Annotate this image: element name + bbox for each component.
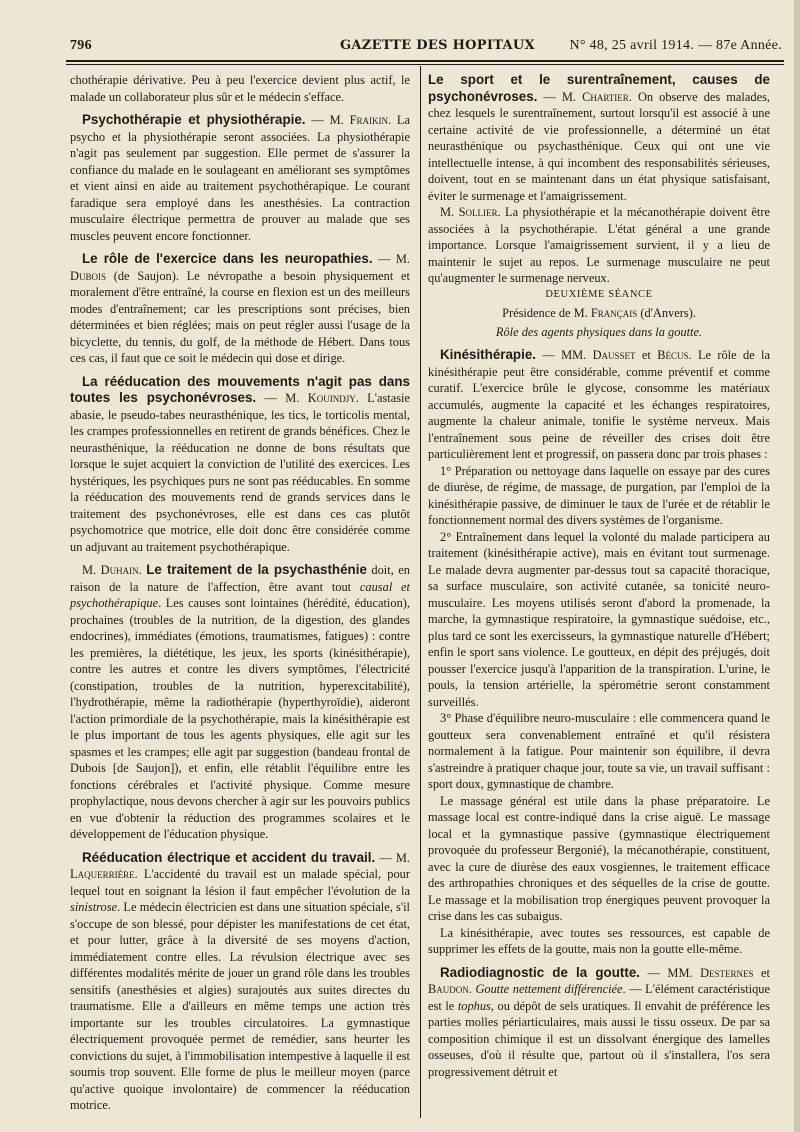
author-name: Desternes	[700, 965, 754, 980]
section-reeducation-mouvements: La rééducation des mouvements n'agit pas dans toutes les psychonévroses. — M. Kouindjy. L'astasie abasie, le pseudo-tabes neurasthénique, les tics, le torticolis mental, les crampes professionnelles en retirent de grands bénéfices. Chez le neurasthénique, la rééducation ne donne de bons résultats que lorsque le sujet acquiert la conviction de l'utilité des exercices. Les hystériques, les psychiques purs ne sont pas rééducables. En somme la rééducation des mouvements rend de grands services dans le traitement des psychonévroses, elle est dans ces cas plutôt psychomotrice que motrice, elle doit donc être considérée comme un adjuvant au traitement psychothérapique.	[70, 373, 410, 554]
section-radiodiagnostic: Radiodiagnostic de la goutte. — MM. Desternes et Baudon. Goutte nettement différenciée. — L'élément caractéristique est le tophus, ou dépôt de sels uratiques. Il envahit de préférence les parties molles périarticulaires, mais aussi le tissu osseux. De par sa composition chimique il est un dissolvant énergique des lamelles osseuses, d'où il résulte que, partout où il s'installera, l'os sera progressivement détruit et	[428, 964, 770, 1079]
phase-3: 3° Phase d'équilibre neuro-musculaire : elle commencera quand le goutteux sera convenablement entraîné et qu'il résistera normalement à la fatigue. Pour maintenir son équilibre, il devra s'astreindre à pratiquer chaque jour, toute sa vie, un travail suffisant : sport doux, gymnastique de chambre.	[428, 711, 770, 791]
presidence-line: Présidence de M. Français (d'Anvers).	[502, 306, 696, 320]
section-psychasthenie: M. Duhain. Le traitement de la psychasthénie doit, en raison de la nature de l'affection, être avant tout causal et psychothérapique. Les causes sont lointaines (hérédité, éducation), prochaines (troubles de la nutrition, de la digestion, des glandes endocrines), immédiates (émotions, traumatismes, fatigues) : contre les premières, la diététique, les jeux, les sports (kinésithérapie), contre les autres et contre les divers symptômes, l'électricité (constipation, troubles de la nutrition, hyperexcitabilité), l'hydrothérapie, même la radiothérapie (hyperthyroïdie), aideront l'action primordiale de la psychothérapie, mais la kinésithérapie est le plus important de tous les agents physiques, elle agit sur les spasmes et les crampes; elle agit par suggestion (bandeau frontal de Dubois [de Saujon]), et enfin, elle rétablit l'équilibre entre les fonctions cérébrales et l'activité physique. Comme mesure prophylactique, nous devons chercher à agir sur les pouvoirs publics en vue d'obtenir la réduction des programmes scolaires et le développement de l'éducation physique.	[70, 562, 411, 841]
author-name: Baudon	[428, 982, 469, 996]
running-header	[70, 38, 782, 60]
page-number: 796	[70, 38, 92, 53]
section-title: Le rôle de l'exercice dans les neuropathies.	[82, 251, 373, 266]
left-column	[70, 72, 410, 1114]
header-rule-thin	[66, 64, 784, 65]
section-title: Kinésithérapie.	[440, 347, 536, 362]
section-title: Le sport et le surentraînement, causes de psychonévroses.	[428, 72, 770, 104]
author-name: Laquerrière	[70, 867, 135, 881]
right-column	[428, 72, 770, 1080]
section-reeducation-electrique: Rééducation électrique et accident du travail. — M. Laquerrière. L'accidenté du travail est un malade spécial, pour lequel tout en soignant la lésion il faut empêcher l'évolution de la sinistrose. Le médecin électricien est dans une situation spéciale, s'il s'occupe de son blessé, pour dépister les manifestations de cet état, et pour lutter, grâce à la diversité de ses moyens d'action, immédiatement contre elles. La révulsion électrique avec ses différentes modalités mérite de jouer un grand rôle dans les troubles sensitifs (anesthésies et algies) surajoutés aux suites directes du traumatisme. Elle a d'ailleurs en même temps une action très importante sur les troubles circulatoires. La gymnastique électriquement provoquée permet de remédier, sans heurter les convictions du sujet, à l'immobilisation intempestive à laquelle il est soumis trop souvent. Elle forme de plus le meilleur moyen (parce qu'active quoique involontaire) de commencer la rééducation motrice.	[70, 849, 411, 1112]
author-name: Bécus	[657, 348, 689, 362]
phase-1: 1° Préparation ou nettoyage dans laquelle on essaye par des cures de diurèse, de régime, de massage, de purgation, par l'emploi de la kinésithérapie passive, de diminuer le taux de l'urée et de rétablir le fonctionnement normal des divers systèmes de l'organisme.	[428, 463, 770, 527]
paragraph-massage: Le massage général est utile dans la phase préparatoire. Le massage local est contre-indiqué dans la crise aiguë. Le massage local et la gymnastique passive (gymnastique électriquement provoquée du professeur Bergonié), la mécanothérapie, constituent, avec la cure de diurèse des eaux vosgiennes, le traitement efficace des arthropathies chroniques et des séquelles de la crise de goutte. Le massage et la mobilisation trop énergiques peuvent provoquer la crise dans les cas subaigus.	[428, 793, 770, 923]
section-kinesitherapie: Kinésithérapie. — MM. Dausset et Bécus. Le rôle de la kinésithérapie peut être considérable, comme préventif et comme curatif. L'exercice brûle le glycose, consomme les matériaux accumulés, augmente la capacité et les échanges respiratoires, augmente la chaleur animale, tonifie le système nerveux. Mais l'entraînement sous peine de réveiller des crises doit être particulièrement lent et progressif, on passera donc par trois phases :	[428, 347, 770, 461]
section-title: Le traitement de la psychasthénie	[146, 562, 367, 577]
section-text: (de Saujon). Le névropathe a besoin physiquement et moralement d'être entraîné, la course en flexion est un des meilleurs modes d'entraînement; car les prescriptions sont précises, bien déterminées et bien réglées; mais on peut régler aussi l'usage de la bicyclette, du tennis, du golf, de la méthode de Hébert. Dans tous ces cas, il faut que ce soit le médecin qui dose et dirige.	[70, 268, 410, 365]
phase-2: 2° Entraînement dans lequel la volonté du malade participera au traitement (kinésithérapie active), mais en évitant tout surmenage. Le malade devra augmenter par-dessus tout sa capacité thoracique, sa surface musculaire, son activité cutanée, sa tonicité neuro-musculaire. Les moyens utilisés seront d'abord la promenade, la marche, la gymnastique respiratoire, la gymnastique suédoise, etc., plus tard ce sont les exercisseurs, la gymnastique naturelle d'Hébert; enfin le sport sans violence. Le goutteux, en dépit des préjugés, doit pousser l'exercice jusqu'à l'apparition de la transpiration. L'urine, le pouls, la tension artérielle, la spérométrie seront constamment surveillés.	[428, 529, 770, 709]
section-title: La rééducation des mouvements n'agit pas dans toutes les psychonévroses.	[70, 373, 410, 405]
page-edge	[794, 0, 800, 1132]
section-sport-surentrainement: Le sport et le surentraînement, causes de psychonévroses. — M. Chartier. On observe des malades, chez lesquels le surentraînement, surtout lorsqu'il est associé à une certaine activité de vie professionnelle, a déterminé un état neurasthénique ou psychasthénique. Ceux qui ont une vie intellectuelle intense, à qui incombent des responsabilités sérieuses, doivent, tout en se maintenant dans un état physique satisfaisant, éviter le surmenage et l'amaigrissement.	[428, 72, 770, 203]
author-name: Fraikin	[349, 113, 388, 127]
author-name: Kouindjy	[307, 391, 356, 405]
section-title: Radiodiagnostic de la goutte.	[440, 964, 640, 980]
issue-info: N° 48, 25 avril 1914. — 87e Année.	[569, 38, 782, 53]
president-name: Français	[590, 306, 638, 320]
section-psychotherapie-physiotherapie: Psychothérapie et physiothérapie. — M. Fraikin. La psycho et la physiothérapie seront associées. La physiothérapie n'agit pas seulement par suggestion. Elle permet de s'assurer la confiance du malade en le soulageant en améliorant ses symptômes et vient ainsi en aide au traitement psychothérapique. Le courant faradique sera employé dans les anesthésies. La contraction musculaire électrique permettra de prouver au malade que ses muscles peuvent encore fonctionner.	[70, 112, 410, 243]
section-title: Rééducation électrique et accident du travail.	[82, 849, 376, 865]
author-name: Dausset	[592, 348, 636, 362]
section-text: . La psycho et la physiothérapie seront associées. La physiothérapie n'agit pas seulement par suggestion. Elle permet de s'assurer la confiance du malade en le soulageant en améliorant ses symptômes et vient ainsi en aide au traitement psychothérapique. Le courant faradique sera employé dans les anesthésies. La contraction musculaire électrique permettra de prouver au malade que ses muscles peuvent encore fonctionner.	[70, 113, 410, 243]
session-topic: Rôle des agents physiques dans la goutte.	[495, 324, 703, 339]
section-text: . On observe des malades, chez lesquels le surentraînement, surtout lorsqu'il est associé à une certaine activité de vie professionnelle, a déterminé un état neurasthénique ou psychasthénique. Ceux qui ont une vie intellectuelle intense, à qui incombent des responsabilités sérieuses, doivent, tout en se maintenant dans un état physique satisfaisant, éviter le surmenage et l'amaigrissement.	[428, 89, 770, 203]
author-name: Chartier	[582, 89, 629, 104]
paragraph-kinesitherapie-conclusion: La kinésithérapie, avec toutes ses ressources, est capable de supprimer les effets de la goutte, mais non la goutte elle-même.	[428, 925, 770, 956]
author-name: Duhain	[100, 563, 139, 577]
column-divider	[420, 66, 421, 1118]
journal-title: GAZETTE DES HOPITAUX	[340, 38, 535, 53]
section-title: Psychothérapie et physiothérapie.	[82, 112, 306, 127]
section-text: . L'astasie abasie, le pseudo-tabes neurasthénique, les tics, le torticolis mental, les crampes professionnelles en retirent de grands bénéfices. Chez le neurasthénique, la rééducation ne donne de bons résultats que lorsque le sujet acquiert la conviction de l'utilité des exercices. Les hystériques, les psychiques purs ne sont pas rééducables. En somme la rééducation des mouvements rend de grands services dans le traitement des psychonévroses, elle est dans ces cas plutôt psychomotrice que motrice, elle doit donc être considérée comme un adjuvant au traitement psychothérapique.	[70, 391, 410, 554]
header-rule-thick	[66, 60, 784, 62]
session-heading: DEUXIÈME SÉANCE	[545, 288, 653, 300]
paragraph-sollier: M. Sollier. La physiothérapie et la mécanothérapie doivent être associées à la psychothérapie. L'état général a une grande importance. Lorsque l'amaigrissement survient, il y a lieu de maintenir le sujet au repos. Le surmenage musculaire ne peut qu'augmenter le surmenage nerveux.	[428, 205, 770, 285]
author-name: Dubois	[70, 268, 106, 283]
author-name: Sollier	[458, 205, 498, 219]
section-exercice-neuropathies: Le rôle de l'exercice dans les neuropathies. — M. Dubois (de Saujon). Le névropathe a besoin physiquement et moralement d'être entraîné, la course en flexion est un des meilleurs modes d'entraînement; car les prescriptions sont précises, bien déterminées et bien réglées; mais on peut régler aussi l'usage de la bicyclette, du tennis, du golf, de la méthode de Hébert. Dans tous ces cas, il faut que ce soit le médecin qui dose et dirige.	[70, 251, 410, 365]
paragraph-continuation: chothérapie dérivative. Peu à peu l'exercice devient plus actif, le malade un collaborateur plus sûr et le médecin s'efface.	[70, 73, 410, 104]
